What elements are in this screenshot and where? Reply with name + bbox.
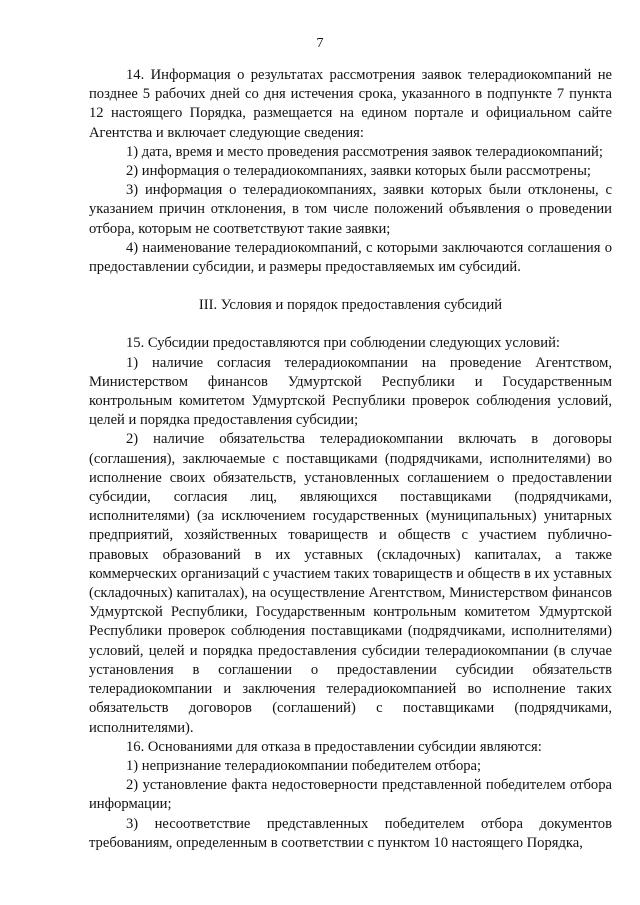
paragraph-14-item-4: 4) наименование телерадиокомпаний, с которыми заключаются соглашения о предоставлении субсидии, и размеры предоставляемых им субсидий. [89, 239, 612, 276]
paragraph-16: 16. Основаниями для отказа в предоставлении субсидии являются: [126, 738, 542, 755]
paragraph-16-item-1: 1) непризнание телерадиокомпании победителем отбора; [126, 757, 482, 774]
paragraph-15-item-1: 1) наличие согласия телерадиокомпании на проведение Агентством, Министерством финансов Удмуртской Республики и Государственным контрольным комитетом Удмуртской Республики проверок соблюдения условий, целей и порядка предоставления субсидии; [89, 354, 612, 429]
paragraph-14-item-1: 1) дата, время и место проведения рассмотрения заявок телерадиокомпаний; [126, 143, 603, 160]
paragraph-16-item-3: 3) несоответствие представленных победителем отбора документов требованиям, определенным в соответствии с пунктом 10 настоящего Порядка, [89, 815, 612, 851]
paragraph-15: 15. Субсидии предоставляются при соблюдении следующих условий: [126, 335, 560, 352]
section-heading: III. Условия и порядок предоставления субсидий [198, 297, 503, 314]
page-number: 7 [316, 36, 324, 51]
paragraph-16-item-2: 2) установление факта недостоверности представленной победителем отбора информации; [89, 777, 612, 813]
paragraph-14-item-2: 2) информация о телерадиокомпаниях, заявки которых были рассмотрены; [126, 163, 591, 180]
paragraph-14-item-3: 3) информация о телерадиокомпаниях, заявки которых были отклонены, с указанием причин отклонения, в том числе положений объявления о проведении отбора, которым не соответствуют такие заявки; [89, 182, 612, 237]
paragraph-15-item-2: 2) наличие обязательства телерадиокомпании включать в договоры (соглашения), заключаемые с поставщиками (подрядчиками, исполнителями) во исполнение своих обязательств, установленных соглашением о предоставлении субсидии, согласия лиц, являющихся поставщиками (подрядчиками, исполнителями) (за исключением государственных (муниципальных) унитарных предприятий, хозяйственных товариществ и обществ с участием публично-правовых образований в их уставных (складочных) капиталах, а также коммерческих организаций с участием таких товариществ и обществ в их уставных (складочных) капиталах), на осуществление Агентством, Министерством финансов Удмуртской Республики, Государственным контрольным комитетом Удмуртской Республики проверок соблюдения поставщиками (подрядчиками, исполнителями) условий, целей и порядка предоставления субсидии телерадиокомпании (в случае установления в соглашении о предоставлении субсидии обязательств телерадиокомпании и заключения телерадиокомпанией во исполнение таких обязательств договоров (соглашений) с поставщиками (подрядчиками, исполнителями). [89, 431, 612, 736]
document-body [89, 66, 612, 853]
paragraph-14: 14. Информация о результатах рассмотрения заявок телерадиокомпаний не позднее 5 рабочих дней со дня истечения срока, указанного в подпункте 7 пункта 12 настоящего Порядка, размещается на едином портале и официальном сайте Агентства и включает следующие сведения: [89, 67, 612, 141]
